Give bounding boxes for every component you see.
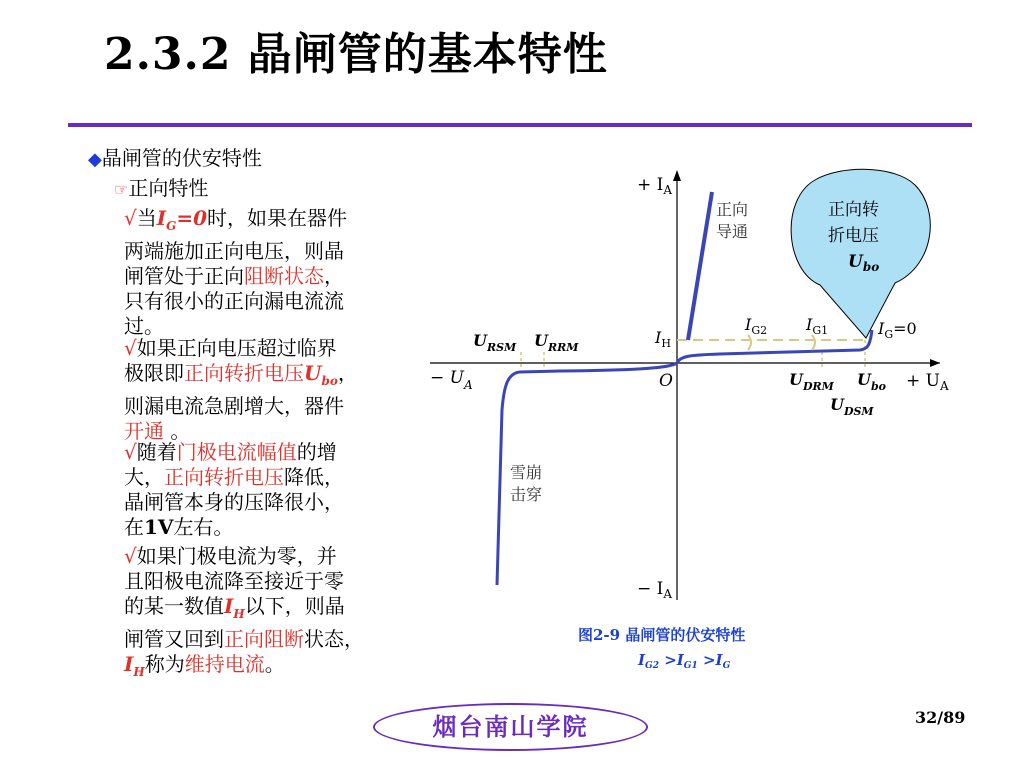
svg-text:击穿: 击穿 — [510, 485, 543, 504]
x-axis-arrow — [930, 359, 940, 367]
svg-text:URSM: $U_{RSM}$ — [473, 331, 517, 354]
svg-text:正向: 正向 — [716, 200, 749, 219]
section-heading: ◆晶闸管的伏安特性 — [88, 146, 262, 170]
svg-text:IG1: $I_{G1}$ — [806, 315, 829, 337]
svg-text:折电压: 折电压 — [828, 226, 879, 246]
svg-text:Ubo: $U_{bo}$ — [857, 370, 886, 393]
svg-text:URRM: $U_{RRM}$ — [534, 331, 579, 354]
paragraph-1: √当$I_G=0$时，如果在器件 两端施加正向电压，则晶 闸管处于正向阻断状态， 只有很小的正向漏电流流 过。 — [124, 206, 348, 338]
svg-text:IG=0: $I_G=0$ — [878, 319, 917, 341]
svg-text:图2-9 晶闸管的伏安特性: 图2-9 晶闸管的伏安特性 — [578, 626, 746, 644]
svg-text:UDSM: $U_{DSM}$ — [830, 395, 874, 418]
paragraph-3: √随着门极电流幅值的增 大，正向转折电压降低， 晶闸管本身的压降很小， 在1V左右。 — [124, 440, 344, 539]
svg-text:UDRM: $U_{DRM}$ — [789, 370, 834, 393]
pointing-hand-icon: ☞ — [114, 180, 129, 199]
svg-text:+ UA: + $U_A$ — [906, 371, 949, 393]
svg-text:+ IA: + $I_A$ — [637, 175, 673, 197]
institution-badge: 烟台南山学院 — [373, 703, 648, 751]
paragraph-4: √如果门极电流为零，并 且阳极电流降至接近于零 的某一数值$I_H$以下，则晶 闸管又回到正向阻断状态， $I_H$称为维持电流。 — [124, 544, 364, 679]
svg-text:IG2: $I_{G2}$ — [745, 315, 768, 337]
svg-text:− UA: − $U_A$ — [430, 368, 473, 392]
svg-text:− IA: − $I_A$ — [637, 579, 673, 601]
paragraph-2: √如果正向电压超过临界 极限即正向转折电压$U_{bo}$， 则漏电流急剧增大，器件 开通 。 — [124, 336, 358, 443]
svg-text:O: O — [659, 371, 673, 391]
ig1-curve — [812, 335, 815, 350]
ig2-curve — [748, 335, 751, 350]
svg-text:IG2 >IG1 >IG: $I_{G2} >I_{G1} >I_G$ — [638, 651, 731, 671]
forward-conduction-curve — [688, 192, 712, 340]
svg-text:导通: 导通 — [716, 222, 749, 241]
y-axis-arrow — [673, 170, 681, 181]
page-number: 32/89 — [915, 708, 966, 727]
forward-blocking-curve — [677, 330, 872, 363]
svg-text:雪崩: 雪崩 — [510, 463, 543, 482]
diamond-bullet-icon: ◆ — [88, 149, 102, 170]
svg-text:Ubo: $U_{bo}$ — [848, 252, 880, 274]
sub-heading: ☞正向特性 — [114, 176, 209, 200]
svg-text:正向转: 正向转 — [828, 200, 879, 220]
page-title: 2.3.2 晶闸管的基本特性 — [104, 29, 608, 80]
svg-text:IH: $I_H$ — [655, 328, 671, 350]
